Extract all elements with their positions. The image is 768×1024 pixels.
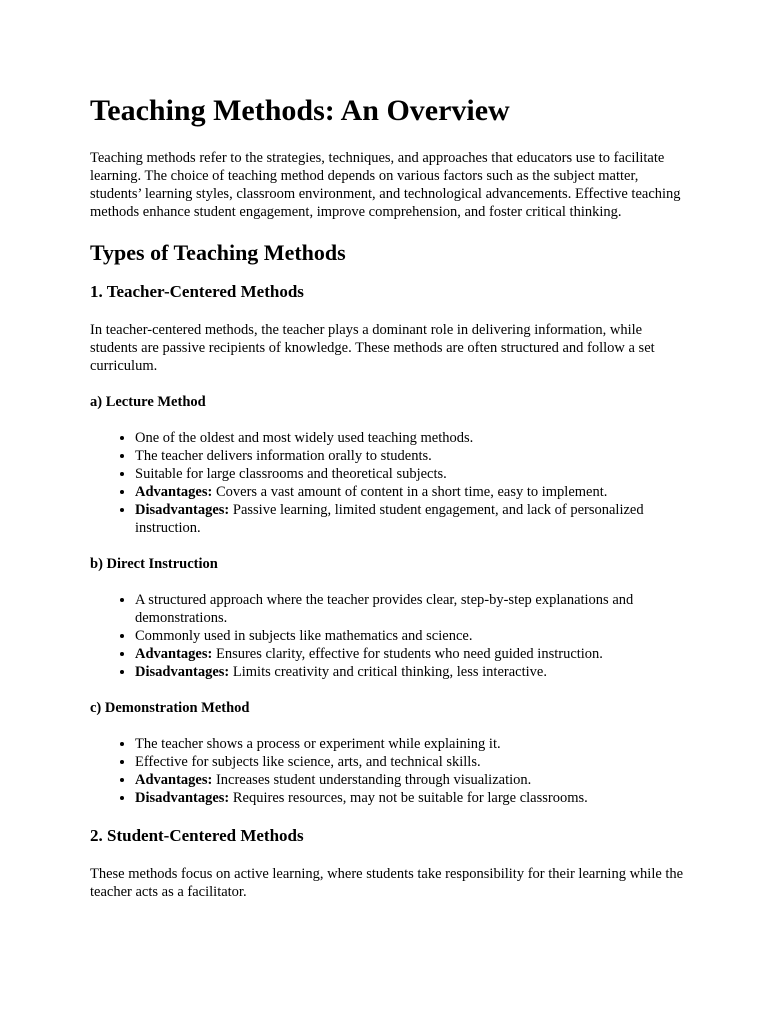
disadvantages-item — [135, 789, 684, 807]
advantages-label: Advantages: — [135, 646, 213, 662]
direct-instruction-heading: b) Direct Instruction — [90, 556, 218, 572]
intro-paragraph: Teaching methods refer to the strategies, techniques, and approaches that educators use to facilitate learning. The choice of teaching method depends on various factors such as the subject matter, students’ learning styles, classroom environment, and technological advancements. Effective teaching methods enhance student engagement, improve comprehension, and foster critical thinking. — [90, 150, 681, 220]
list-item: • A structured approach where the teacher provides clear, step-by-step explanations and demonstrations. — [135, 591, 684, 627]
student-centered-description: These methods focus on active learning, where students take responsibility for their learning while the teacher acts as a facilitator. — [90, 866, 684, 900]
advantages-text: Increases student understanding through visualization. — [212, 772, 532, 788]
direct-instruction-list — [90, 591, 684, 681]
document-title: Teaching Methods: An Overview — [90, 94, 510, 127]
list-item: • Suitable for large classrooms and theoretical subjects. — [135, 465, 684, 483]
advantages-item — [135, 483, 684, 501]
demonstration-method-heading: c) Demonstration Method — [90, 700, 250, 716]
disadvantages-label: Disadvantages: — [135, 790, 230, 806]
disadvantages-text: Requires resources, may not be suitable for large classrooms. — [229, 790, 588, 806]
list-item: • Effective for subjects like science, arts, and technical skills. — [135, 753, 684, 771]
teacher-centered-description: In teacher-centered methods, the teacher plays a dominant role in delivering information, while students are passive recipients of knowledge. These methods are often structured and follow a set curriculum. — [90, 322, 655, 374]
advantages-text: Ensures clarity, effective for students who need guided instruction. — [212, 646, 603, 662]
disadvantages-text: Passive learning, limited student engagement, and lack of personalized instruction. — [135, 502, 644, 536]
list-item: • One of the oldest and most widely used teaching methods. — [135, 429, 684, 447]
advantages-label: Advantages: — [135, 772, 213, 788]
list-item: • The teacher shows a process or experiment while explaining it. — [135, 735, 684, 753]
advantages-text: Covers a vast amount of content in a short time, easy to implement. — [212, 484, 608, 500]
list-item: • Commonly used in subjects like mathematics and science. — [135, 627, 684, 645]
list-item: • The teacher delivers information orally to students. — [135, 447, 684, 465]
advantages-label: Advantages: — [135, 484, 213, 500]
disadvantages-text: Limits creativity and critical thinking, less interactive. — [229, 664, 547, 680]
student-centered-heading: 2. Student-Centered Methods — [90, 826, 304, 845]
lecture-method-heading: a) Lecture Method — [90, 394, 206, 410]
demonstration-method-list — [90, 735, 684, 807]
advantages-item — [135, 771, 684, 789]
teacher-centered-heading: 1. Teacher-Centered Methods — [90, 282, 304, 301]
document-page — [90, 93, 684, 919]
advantages-item — [135, 645, 684, 663]
types-heading: Types of Teaching Methods — [90, 240, 346, 265]
disadvantages-label: Disadvantages: — [135, 664, 230, 680]
disadvantages-item — [135, 663, 684, 681]
lecture-method-list — [90, 429, 684, 537]
disadvantages-label: Disadvantages: — [135, 502, 230, 518]
disadvantages-item — [135, 501, 684, 537]
